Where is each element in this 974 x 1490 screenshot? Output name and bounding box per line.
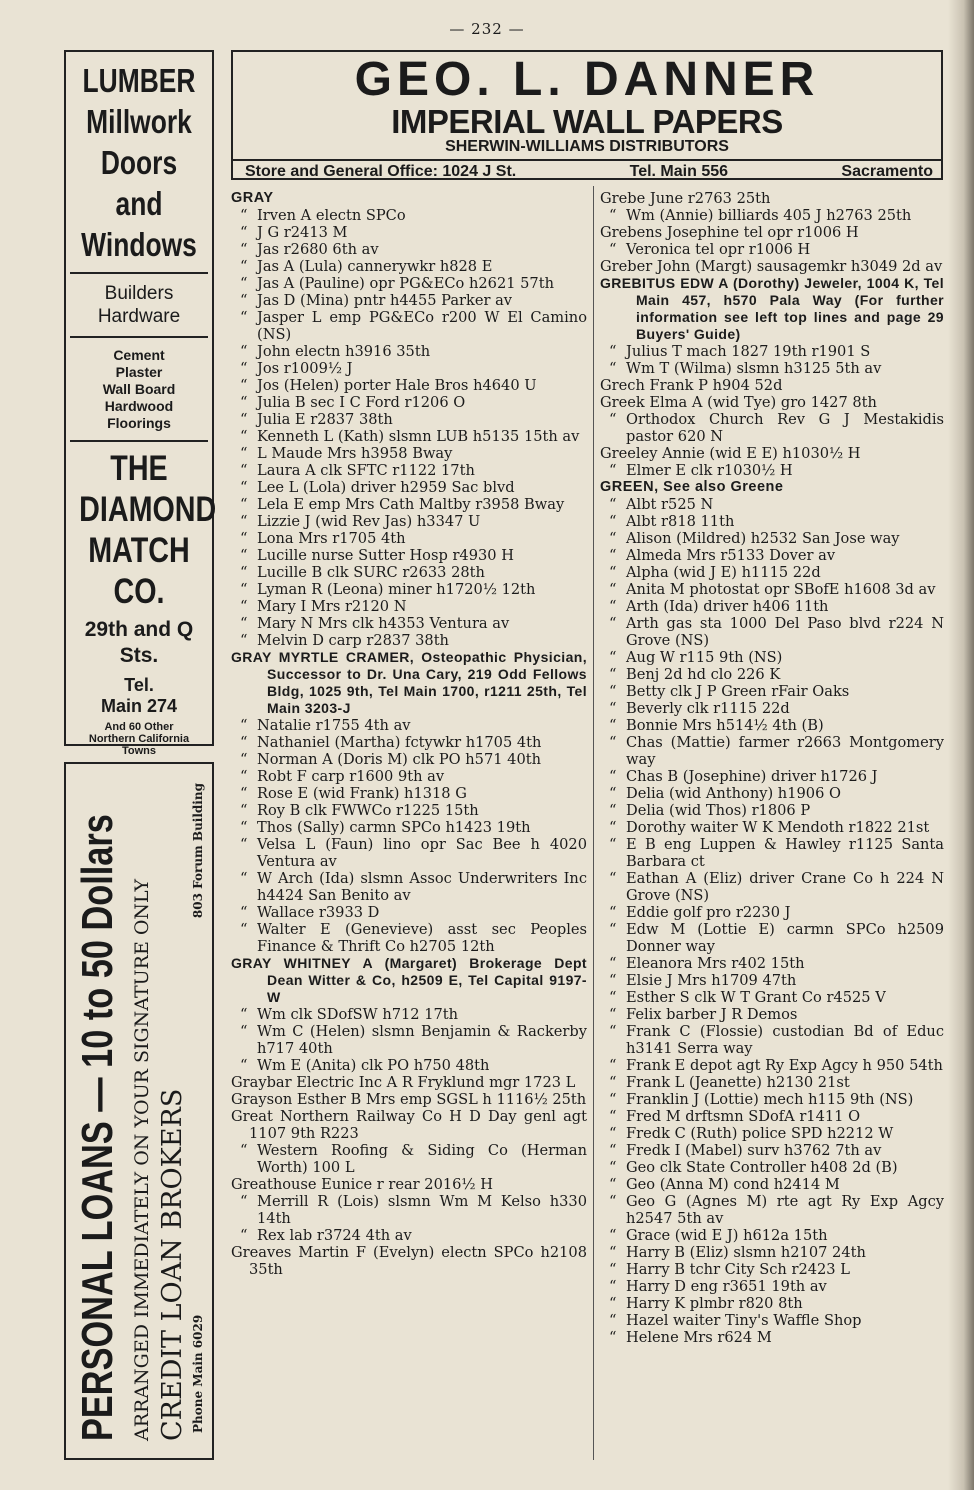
directory-entry: “ Grace (wid E J) h612a 15th <box>600 1227 944 1244</box>
directory-entry: “ Harry D eng r3651 19th av <box>600 1278 944 1295</box>
directory-entry: GREBITUS EDW A (Dorothy) Jeweler, 1004 K, Tel Main 457, h570 Pala Way (For further information see left top lines and page 29 Buyers' Guide) <box>600 275 944 342</box>
directory-entry: “ Lucille nurse Sutter Hosp r4930 H <box>231 547 587 564</box>
ad-lumber-line3: Doors and <box>100 144 178 222</box>
directory-entry: “ Chas B (Josephine) driver h1726 J <box>600 768 944 785</box>
directory-entry: “ W Arch (Ida) slsmn Assoc Underwriters Inc h4424 San Benito av <box>231 870 587 904</box>
directory-entry: “ Merrill R (Lois) slsmn Wm M Kelso h330 14th <box>231 1193 587 1227</box>
directory-entry: “ Mary I Mrs r2120 N <box>231 598 587 615</box>
ad-material-item: Floorings <box>107 415 171 431</box>
ad-material-item: Hardwood <box>104 398 174 414</box>
ad-diamond-line1: THE <box>110 449 168 488</box>
ad-lumber-line4: Windows <box>81 226 197 263</box>
directory-entry: “ Harry B (Eliz) slsmn h2107 24th <box>600 1244 944 1261</box>
directory-entry: “ Frank L (Jeanette) h2130 21st <box>600 1074 944 1091</box>
ad-lumber-line1: LUMBER <box>82 62 196 99</box>
directory-entry: Grech Frank P h904 52d <box>600 377 783 394</box>
directory-entry: “ Irven A electn SPCo <box>231 207 587 224</box>
directory-entry: “ Veronica tel opr r1006 H <box>600 241 944 258</box>
directory-entry: “ Julius T mach 1827 19th r1901 S <box>600 343 944 360</box>
directory-entry: “ Harry B tchr City Sch r2423 L <box>600 1261 944 1278</box>
directory-entry: GRAY MYRTLE CRAMER, Osteopathic Physician, Successor to Dr. Una Cary, 219 Odd Fellows Bldg, 1025 9th, Tel Main 1700, r1211 25th, Tel Main 3203-J <box>231 649 587 716</box>
directory-entry: “ Lizzie J (wid Rev Jas) h3347 U <box>231 513 587 530</box>
directory-entry: “ Lee L (Lola) driver h2959 Sac blvd <box>231 479 587 496</box>
directory-entry: Greathouse Eunice r rear 2016½ H <box>231 1176 493 1193</box>
directory-entry: “ Fredk I (Mabel) surv h3762 7th av <box>600 1142 944 1159</box>
directory-entry: “ Franklin J (Lottie) mech h115 9th (NS) <box>600 1091 944 1108</box>
loans-company: CREDIT LOAN BROKERS <box>157 1088 188 1441</box>
directory-entry: Grebe June r2763 25th <box>600 190 771 207</box>
directory-entry: “ Helene Mrs r624 M <box>600 1329 944 1346</box>
loans-headline: PERSONAL LOANS — 10 to 50 Dollars <box>73 814 122 1441</box>
ad-builders: Builders <box>104 283 174 304</box>
directory-entry: “ Walter E (Genevieve) asst sec Peoples Finance & Thrift Co h2705 12th <box>231 921 587 955</box>
loans-building: 803 Forum Building <box>191 783 205 919</box>
directory-column-right <box>600 190 944 1346</box>
directory-entry: “ Wm E (Anita) clk PO h750 48th <box>231 1057 587 1074</box>
ad-diamond-line3: MATCH <box>88 531 190 570</box>
directory-entry: Greaves Martin F (Evelyn) electn SPCo h2108 35th <box>231 1244 587 1278</box>
ad-address-line2: Sts. <box>119 644 159 667</box>
directory-entry: Greber John (Margt) sausagemkr h3049 2d av <box>600 258 943 275</box>
directory-entry: “ Fred M drftsmn SDofA r1411 O <box>600 1108 944 1125</box>
loans-phone: Phone Main 6029 <box>191 1314 205 1433</box>
directory-entry: “ Western Roofing & Siding Co (Herman Worth) 100 L <box>231 1142 587 1176</box>
directory-entry: “ John electn h3916 35th <box>231 343 587 360</box>
directory-entry: “ Albt r525 N <box>600 496 944 513</box>
personal-loans-ad <box>64 762 214 1460</box>
directory-entry: “ Betty clk J P Green rFair Oaks <box>600 683 944 700</box>
ad-material-item: Plaster <box>115 364 163 380</box>
directory-entry: “ Frank E depot agt Ry Exp Agcy h 950 54th <box>600 1057 944 1074</box>
directory-entry: “ Lona Mrs r1705 4th <box>231 530 587 547</box>
directory-entry: “ Julia B sec I C Ford r1206 O <box>231 394 587 411</box>
directory-entry: “ J G r2413 M <box>231 224 587 241</box>
ad-tel-line1: Tel. <box>124 675 154 695</box>
directory-entry: “ Elsie J Mrs h1709 47th <box>600 972 944 989</box>
directory-entry: “ Arth (Ida) driver h406 11th <box>600 598 944 615</box>
directory-entry: “ Elmer E clk r1030½ H <box>600 462 944 479</box>
banner-line3: SHERWIN-WILLIAMS DISTRIBUTORS <box>445 138 729 155</box>
directory-entry: “ Hazel waiter Tiny's Waffle Shop <box>600 1312 944 1329</box>
directory-entry: Great Northern Railway Co H D Day genl agt 1107 9th R223 <box>231 1108 587 1142</box>
ad-material-item: Wall Board <box>102 381 176 397</box>
directory-entry: “ Laura A clk SFTC r1122 17th <box>231 462 587 479</box>
directory-entry: “ Jas A (Pauline) opr PG&ECo h2621 57th <box>231 275 587 292</box>
directory-entry: “ Harry K plmbr r820 8th <box>600 1295 944 1312</box>
directory-entry: “ Almeda Mrs r5133 Dover av <box>600 547 944 564</box>
directory-entry: “ Jas D (Mina) pntr h4455 Parker av <box>231 292 587 309</box>
directory-entry: “ Wm clk SDofSW h712 17th <box>231 1006 587 1023</box>
directory-entry: “ Lela E emp Mrs Cath Maltby r3958 Bway <box>231 496 587 513</box>
directory-entry: “ Wm (Annie) billiards 405 J h2763 25th <box>600 207 944 224</box>
directory-entry: “ Thos (Sally) carmn SPCo h1423 19th <box>231 819 587 836</box>
directory-entry: Grayson Esther B Mrs emp SGSL h 1116½ 25th <box>231 1091 587 1108</box>
directory-entry: “ Velsa L (Faun) lino opr Sac Bee h 4020 Ventura av <box>231 836 587 870</box>
danner-banner-ad <box>231 50 943 180</box>
directory-entry: “ Geo G (Agnes M) rte agt Ry Exp Agcy h2547 5th av <box>600 1193 944 1227</box>
directory-entry: Greek Elma A (wid Tye) gro 1427 8th <box>600 394 877 411</box>
directory-entry: Greeley Annie (wid E E) h1030½ H <box>600 445 861 462</box>
directory-entry: “ Beverly clk r1115 22d <box>600 700 944 717</box>
ad-towns-line1: And 60 Other <box>104 721 174 733</box>
directory-entry: “ Aug W r115 9th (NS) <box>600 649 944 666</box>
page-spine-shadow <box>948 0 974 1490</box>
directory-entry: “ Jasper L emp PG&ECo r200 W El Camino (NS) <box>231 309 587 343</box>
directory-entry: “ Anita M photostat opr SBofE h1608 3d av <box>600 581 944 598</box>
directory-entry: “ Eathan A (Eliz) driver Crane Co h 224 N Grove (NS) <box>600 870 944 904</box>
directory-entry: “ Wm C (Helen) slsmn Benjamin & Rackerby h717 40th <box>231 1023 587 1057</box>
directory-entry: “ Albt r818 11th <box>600 513 944 530</box>
banner-line2: IMPERIAL WALL PAPERS <box>391 103 783 140</box>
directory-entry: “ Lyman R (Leona) miner h1720½ 12th <box>231 581 587 598</box>
directory-entry: “ Felix barber J R Demos <box>600 1006 944 1023</box>
directory-entry: “ Delia (wid Thos) r1806 P <box>600 802 944 819</box>
directory-entry: Grebens Josephine tel opr r1006 H <box>600 224 859 241</box>
directory-entry: “ Melvin D carp r2837 38th <box>231 632 587 649</box>
surname-heading: GRAY <box>231 190 274 206</box>
lumber-ad <box>64 50 217 757</box>
directory-entry: “ Nathaniel (Martha) fctywkr h1705 4th <box>231 734 587 751</box>
ad-hardware: Hardware <box>97 306 181 327</box>
ad-towns-line2: Northern California <box>88 733 190 745</box>
ad-address-line1: 29th and Q <box>84 618 194 641</box>
directory-entry: “ Kenneth L (Kath) slsmn LUB h5135 15th av <box>231 428 587 445</box>
directory-entry: “ Fredk C (Ruth) police SPD h2212 W <box>600 1125 944 1142</box>
banner-tel: Tel. Main 556 <box>629 163 729 180</box>
loans-subline: ARRANGED IMMEDIATELY ON YOUR SIGNATURE ONLY <box>131 878 153 1441</box>
directory-entry: “ Delia (wid Anthony) h1906 O <box>600 785 944 802</box>
directory-entry: “ Frank C (Flossie) custodian Bd of Educ h3141 Serra way <box>600 1023 944 1057</box>
directory-entry: “ Esther S clk W T Grant Co r4525 V <box>600 989 944 1006</box>
directory-entry: “ Wallace r3933 D <box>231 904 587 921</box>
directory-entry: “ E B eng Luppen & Hawley r1125 Santa Barbara ct <box>600 836 944 870</box>
directory-entry: “ Alison (Mildred) h2532 San Jose way <box>600 530 944 547</box>
ad-lumber-line2: Millwork <box>86 103 192 140</box>
banner-footer <box>233 159 941 183</box>
directory-column-left <box>231 190 587 1278</box>
directory-entry: “ Geo clk State Controller h408 2d (B) <box>600 1159 944 1176</box>
directory-entry: GRAY WHITNEY A (Margaret) Brokerage Dept Dean Witter & Co, h2509 E, Tel Capital 9197-W <box>231 955 587 1005</box>
directory-entry: “ Alpha (wid J E) h1115 22d <box>600 564 944 581</box>
directory-entry: “ Rose E (wid Frank) h1318 G <box>231 785 587 802</box>
column-divider <box>593 186 594 1460</box>
ad-tel-line2: Main 274 <box>100 696 178 716</box>
directory-entry: “ Mary N Mrs clk h4353 Ventura av <box>231 615 587 632</box>
directory-entry: “ L Maude Mrs h3958 Bway <box>231 445 587 462</box>
directory-entry: “ Eddie golf pro r2230 J <box>600 904 944 921</box>
banner-store: Store and General Office: 1024 J St. <box>245 163 517 180</box>
directory-entry: “ Bonnie Mrs h514½ 4th (B) <box>600 717 944 734</box>
directory-entry: “ Eleanora Mrs r402 15th <box>600 955 944 972</box>
banner-city: Sacramento <box>841 163 933 180</box>
surname-heading: GREEN, See also Greene <box>600 479 784 495</box>
directory-entry: “ Lucille B clk SURC r2633 28th <box>231 564 587 581</box>
directory-entry: “ Roy B clk FWWCo r1225 15th <box>231 802 587 819</box>
directory-entry: “ Benj 2d hd clo 226 K <box>600 666 944 683</box>
directory-entry: “ Edw M (Lottie E) carmn SPCo h2509 Donner way <box>600 921 944 955</box>
directory-entry: “ Robt F carp r1600 9th av <box>231 768 587 785</box>
directory-entry: “ Jas r2680 6th av <box>231 241 587 258</box>
ad-towns-line3: Towns <box>121 745 156 757</box>
directory-entry: “ Jos r1009½ J <box>231 360 587 377</box>
directory-entry: “ Geo (Anna M) cond h2414 M <box>600 1176 944 1193</box>
directory-entry: “ Julia E r2837 38th <box>231 411 587 428</box>
ad-material-item: Cement <box>113 347 165 363</box>
directory-entry: “ Jos (Helen) porter Hale Bros h4640 U <box>231 377 587 394</box>
directory-entry: “ Jas A (Lula) cannerywkr h828 E <box>231 258 587 275</box>
directory-entry: “ Arth gas sta 1000 Del Paso blvd r224 N Grove (NS) <box>600 615 944 649</box>
directory-entry: “ Dorothy waiter W K Mendoth r1822 21st <box>600 819 944 836</box>
directory-entry: Graybar Electric Inc A R Fryklund mgr 1723 L <box>231 1074 576 1091</box>
directory-entry: “ Chas (Mattie) farmer r2663 Montgomery way <box>600 734 944 768</box>
directory-entry: “ Rex lab r3724 4th av <box>231 1227 587 1244</box>
directory-entry: “ Norman A (Doris M) clk PO h571 40th <box>231 751 587 768</box>
page-number: — 232 — <box>449 20 525 38</box>
directory-entry: “ Wm T (Wilma) slsmn h3125 5th av <box>600 360 944 377</box>
ad-diamond-line4: CO. <box>113 572 165 611</box>
banner-name: GEO. L. DANNER <box>354 53 820 106</box>
ad-diamond-line2: DIAMOND <box>79 490 217 529</box>
directory-entry: “ Natalie r1755 4th av <box>231 717 587 734</box>
directory-entry: “ Orthodox Church Rev G J Mestakidis pastor 620 N <box>600 411 944 445</box>
